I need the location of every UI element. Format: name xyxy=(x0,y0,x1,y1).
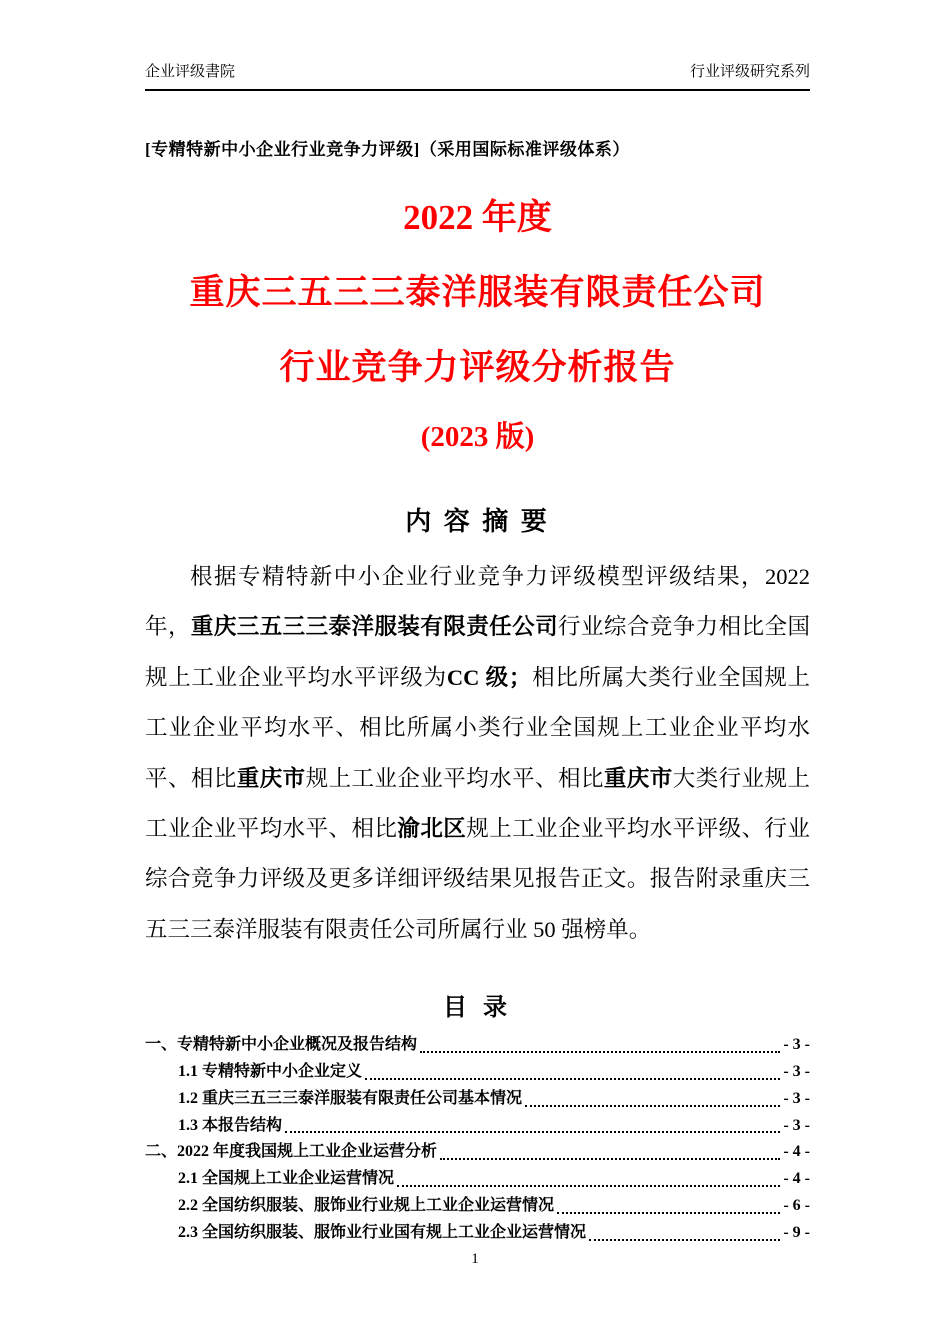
header-right-text: 行业评级研究系列 xyxy=(689,64,810,80)
toc-entry xyxy=(145,1086,810,1113)
toc-entry-label: 一、专精特新中小企业概况及报告结构 xyxy=(145,1036,418,1054)
summary-segment-city-bold: 重庆市 xyxy=(603,765,673,791)
toc-dot-leader xyxy=(557,1212,780,1214)
toc-entry-page: - 6 - xyxy=(783,1196,810,1214)
toc-dot-leader xyxy=(365,1078,780,1080)
table-of-contents xyxy=(145,1032,810,1246)
summary-segment: 行业综合竞争力相比全国规上工业企业平均水平评级为 xyxy=(145,614,810,690)
summary-segment: 规上工业企业平均水平评级、行业综合竞争力评级及更多详细评级结果见报告正文。报告附录重庆三五三三泰洋服装有限责任公司所属行业 50 强榜单。 xyxy=(145,815,810,942)
header-left-text: 企业评级書院 xyxy=(145,64,236,80)
toc-dot-leader xyxy=(440,1158,780,1160)
toc-entry xyxy=(145,1113,810,1140)
toc-entry-label: 2.2 全国纺织服装、服饰业行业规上工业企业运营情况 xyxy=(178,1196,555,1214)
toc-entry xyxy=(145,1032,810,1059)
toc-entry-label: 2.1 全国规上工业企业运营情况 xyxy=(178,1170,395,1188)
summary-segment-company-bold: 重庆三五三三泰洋服装有限责任公司 xyxy=(190,614,559,640)
toc-entry xyxy=(145,1139,810,1166)
title-block xyxy=(145,190,810,455)
toc-dot-leader xyxy=(420,1051,780,1053)
toc-entry-page: - 4 - xyxy=(783,1170,810,1188)
title-year: 2022 年度 xyxy=(403,198,552,237)
page-number: 1 xyxy=(471,1251,479,1267)
toc-entry-page: - 3 - xyxy=(783,1116,810,1134)
title-company-name: 重庆三五三三泰洋服装有限责任公司 xyxy=(189,273,766,312)
toc-heading: 目 录 xyxy=(443,995,512,1022)
toc-dot-leader xyxy=(397,1185,780,1187)
rating-system-subtitle: [专精特新中小企业行业竞争力评级]（采用国际标准评级体系） xyxy=(145,140,630,159)
summary-segment: 相比所属大类行业全国规上工业企业平均水平、相比所属小类行业全国规上工业企业平均水平、相比 xyxy=(145,664,810,791)
toc-dot-leader xyxy=(285,1131,780,1133)
summary-segment-rating-bold: CC 级； xyxy=(446,664,532,690)
toc-entry-label: 1.3 本报告结构 xyxy=(178,1116,283,1134)
toc-entry-label: 二、2022 年度我国规上工业企业运营分析 xyxy=(145,1143,438,1161)
toc-entry-page: - 9 - xyxy=(783,1223,810,1241)
toc-entry xyxy=(145,1166,810,1193)
summary-segment: 根据专精特新中小企业行业竞争力评级模型评级结果，2022 年， xyxy=(145,564,810,640)
toc-entry-page: - 4 - xyxy=(783,1143,810,1161)
summary-segment: 大类行业规上工业企业平均水平、相比 xyxy=(145,765,810,841)
summary-paragraph xyxy=(145,552,810,955)
toc-entry-label: 1.2 重庆三五三三泰洋服装有限责任公司基本情况 xyxy=(178,1089,523,1107)
page-header xyxy=(145,60,810,91)
summary-heading: 内 容 摘 要 xyxy=(405,507,550,536)
toc-entry xyxy=(145,1220,810,1247)
toc-dot-leader xyxy=(525,1105,780,1107)
toc-entry-label: 2.3 全国纺织服装、服饰业行业国有规上工业企业运营情况 xyxy=(178,1223,587,1241)
toc-dot-leader xyxy=(589,1239,780,1241)
summary-segment: 规上工业企业平均水平、相比 xyxy=(305,765,604,791)
toc-entry-page: - 3 - xyxy=(783,1036,810,1054)
summary-segment-district-bold: 渝北区 xyxy=(397,815,467,841)
toc-entry xyxy=(145,1193,810,1220)
title-edition: (2023 版) xyxy=(420,421,535,453)
title-report-name: 行业竞争力评级分析报告 xyxy=(279,348,676,387)
toc-entry-page: - 3 - xyxy=(783,1062,810,1080)
toc-entry-label: 1.1 专精特新中小企业定义 xyxy=(178,1062,363,1080)
toc-entry-page: - 3 - xyxy=(783,1089,810,1107)
summary-segment-city-bold: 重庆市 xyxy=(236,765,306,791)
toc-entry xyxy=(145,1059,810,1086)
